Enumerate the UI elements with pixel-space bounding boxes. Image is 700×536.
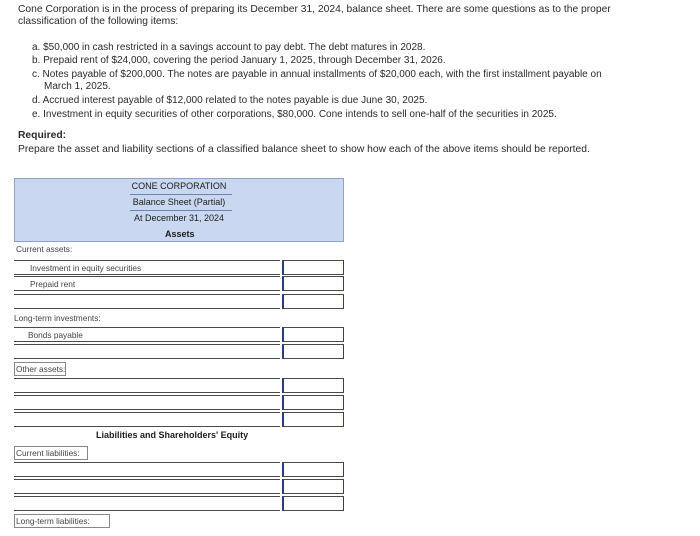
required-label: Required:	[18, 130, 67, 141]
other-assets-desc-row-1[interactable]	[14, 378, 280, 393]
cl-desc-row-3[interactable]	[14, 496, 280, 511]
intro-line-1: Cone Corporation is in the process of preparing its December 31, 2024, balance sheet. There are some questions as to the proper	[18, 4, 611, 15]
long-term-investments-label: Long-term investments:	[14, 313, 101, 323]
current-assets-label: Current assets:	[16, 244, 73, 254]
required-text: Prepare the asset and liability sections of a classified balance sheet to show how each of the above items should be reported.	[18, 144, 590, 155]
other-assets-amount-row-2[interactable]	[282, 395, 344, 410]
lti-amount-row-2[interactable]	[282, 344, 344, 359]
bonds-payable-option: Bonds payable	[28, 330, 83, 340]
current-liabilities-label: Current liabilities:	[16, 448, 80, 458]
item-a: a. $50,000 in cash restricted in a savings account to pay debt. The debt matures in 2028.	[32, 42, 426, 53]
assets-heading: Assets	[165, 229, 195, 239]
other-assets-amount-row-1[interactable]	[282, 378, 344, 393]
total-assets-desc[interactable]	[14, 412, 280, 427]
other-assets-desc-row-2[interactable]	[14, 395, 280, 410]
total-assets-amount[interactable]	[282, 412, 344, 427]
header-separator-2	[130, 210, 232, 211]
current-assets-total-desc[interactable]	[14, 294, 280, 309]
intro-line-2: classification of the following items:	[18, 16, 179, 27]
lti-desc-row-2[interactable]	[14, 344, 280, 359]
header-separator-1	[130, 194, 232, 195]
asset-amount-row-1[interactable]	[282, 260, 344, 275]
item-d: d. Accrued interest payable of $12,000 related to the notes payable is due June 30, 2025.	[32, 95, 428, 106]
cl-desc-row-1[interactable]	[14, 462, 280, 477]
cl-amount-row-2[interactable]	[282, 479, 344, 494]
long-term-liabilities-label: Long-term liabilities:	[16, 516, 90, 526]
investment-equity-label: Investment in equity securities	[30, 263, 142, 273]
company-name: CONE CORPORATION	[131, 181, 227, 191]
current-assets-total-amount[interactable]	[282, 294, 344, 309]
cl-desc-row-2[interactable]	[14, 479, 280, 494]
cl-amount-row-3[interactable]	[282, 496, 344, 511]
cl-amount-row-1[interactable]	[282, 462, 344, 477]
liabilities-equity-heading: Liabilities and Shareholders' Equity	[96, 430, 249, 440]
other-assets-label: Other assets:	[16, 364, 66, 374]
prepaid-rent-label: Prepaid rent	[30, 279, 76, 289]
lti-amount-row-1[interactable]	[282, 327, 344, 342]
item-e: e. Investment in equity securities of other corporations, $80,000. Cone intends to sell one-half of the securities in 2025.	[32, 109, 557, 120]
asset-amount-row-2[interactable]	[282, 276, 344, 291]
statement-title: Balance Sheet (Partial)	[132, 197, 226, 207]
item-c-cont: March 1, 2025.	[44, 81, 111, 92]
statement-date: At December 31, 2024	[133, 213, 225, 223]
item-c: c. Notes payable of $200,000. The notes are payable in annual installments of $20,000 each, with the first installment payable on	[32, 69, 602, 80]
item-b: b. Prepaid rent of $24,000, covering the period January 1, 2025, through December 31, 2026.	[32, 55, 446, 66]
